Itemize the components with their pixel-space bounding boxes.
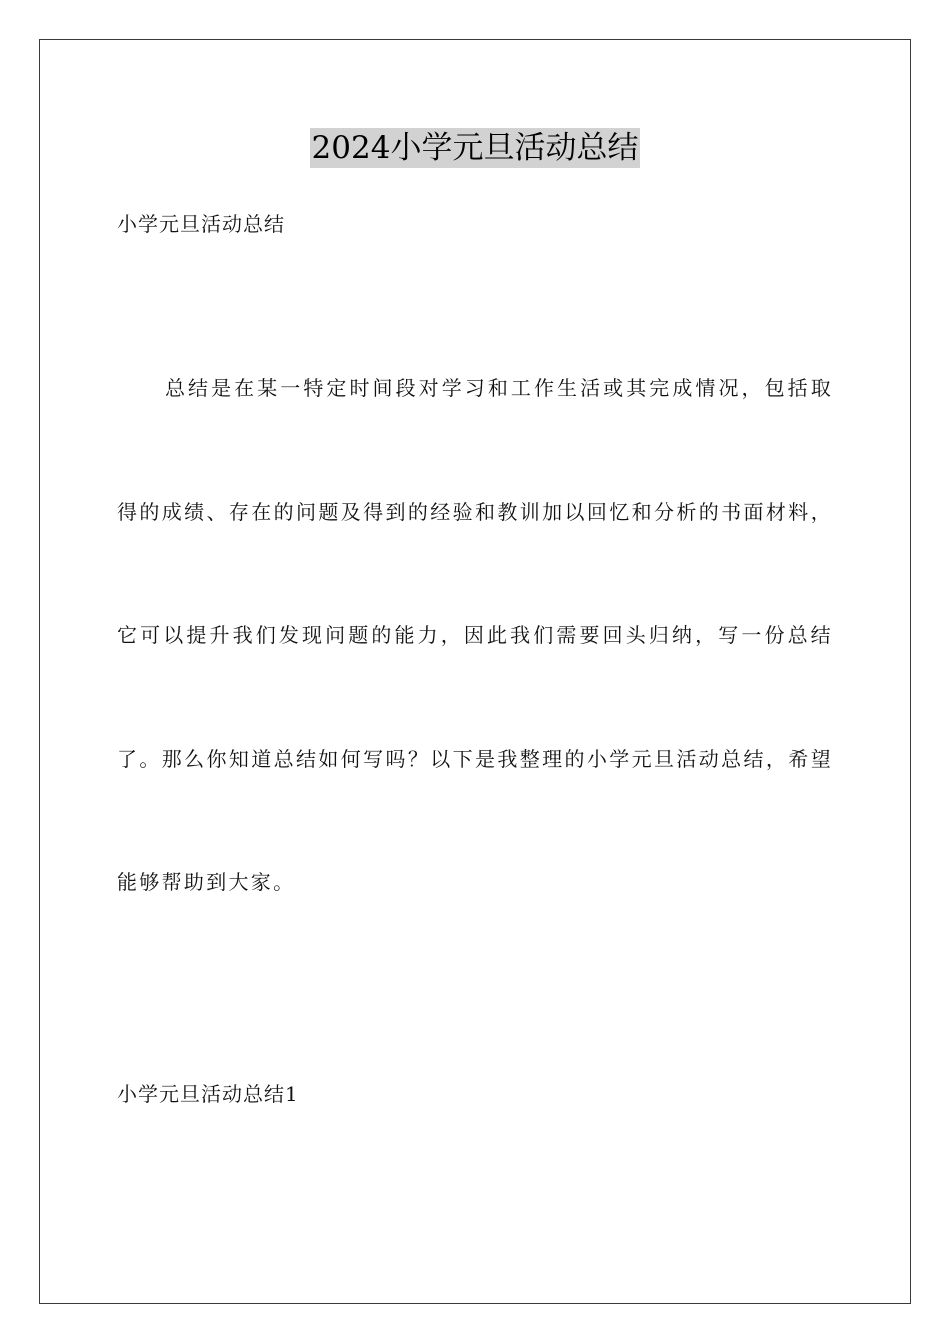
intro-paragraph: 总结是在某一特定时间段对学习和工作生活或其完成情况，包括取得的成绩、存在的问题及得到的经验和教训加以回忆和分析的书面材料，它可以提升我们发现问题的能力，因此我们需要回头归纳，写一份总结了。那么你知道总结如何写吗？以下是我整理的小学元旦活动总结，希望能够帮助到大家。 [117, 376, 833, 894]
document-subtitle: 小学元旦活动总结 [117, 212, 285, 236]
section-heading: 小学元旦活动总结1 [117, 1082, 299, 1106]
document-title: 2024小学元旦活动总结 [311, 130, 639, 166]
title-container [0, 128, 950, 168]
